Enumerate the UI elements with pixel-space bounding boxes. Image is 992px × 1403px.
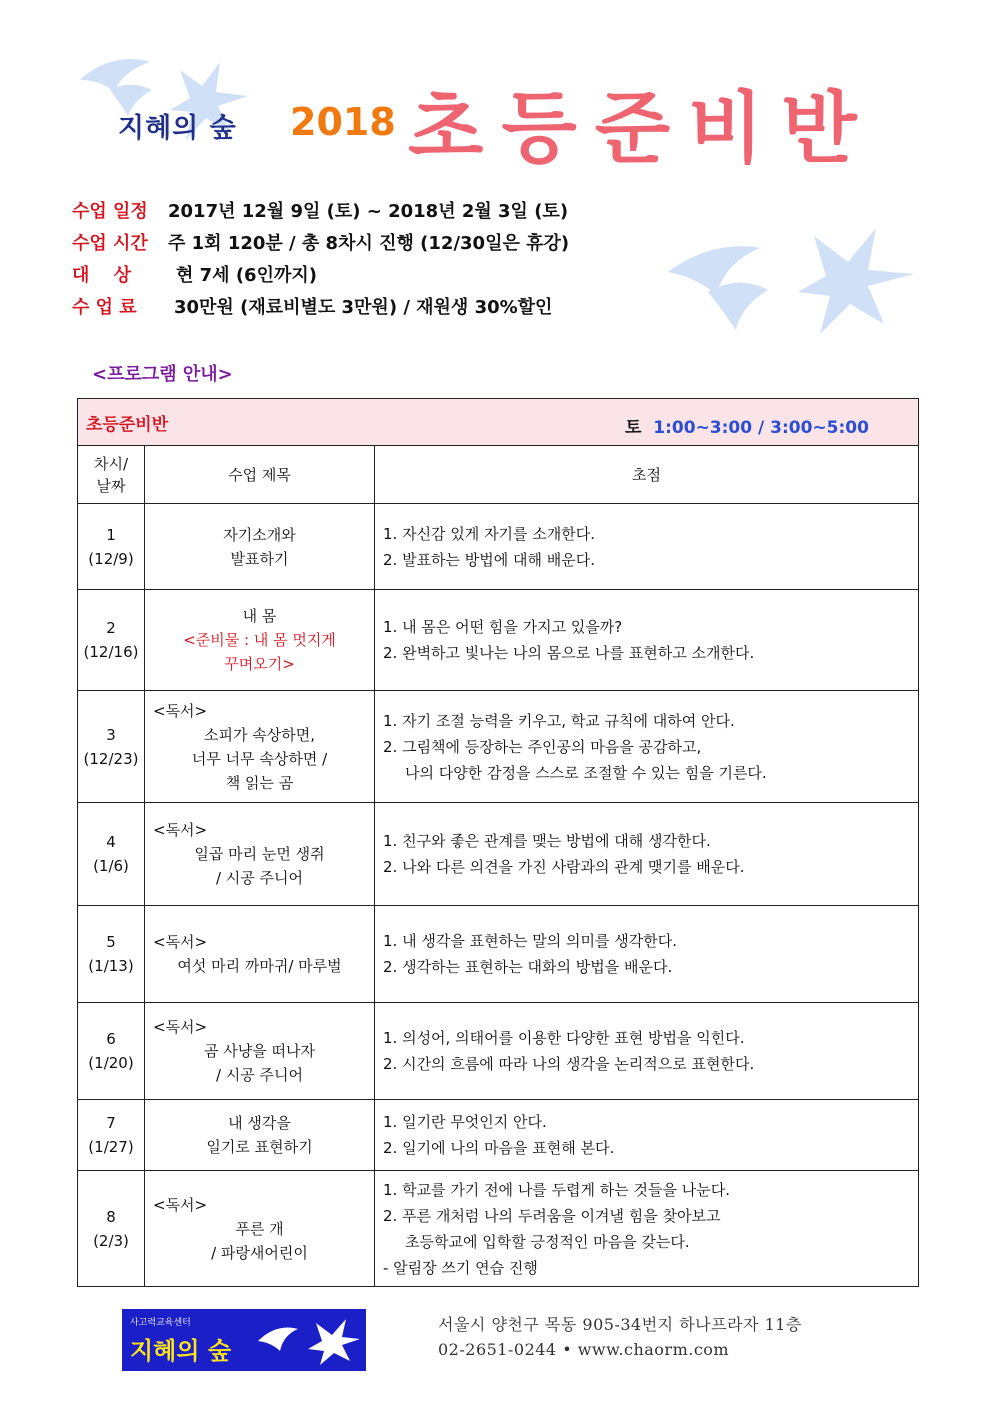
subject-cell xyxy=(145,906,375,1003)
subject-line: 여섯 마리 까마귀/ 마루벌 xyxy=(177,957,342,975)
bird-decoration-right xyxy=(664,212,944,342)
class-time-slots: 1:00~3:00 / 3:00~5:00 xyxy=(653,418,869,438)
reading-tag: <독서> xyxy=(153,1018,208,1036)
focus-cell xyxy=(375,906,919,1003)
session-number: 4 xyxy=(106,833,116,851)
info-value: 주 1회 120분 / 총 8차시 진행 (12/30일은 휴강) xyxy=(168,233,570,254)
subject-line: / 파랑새어린이 xyxy=(211,1243,308,1262)
session-number: 5 xyxy=(106,933,116,951)
header-subject: 수업 제목 xyxy=(145,446,375,504)
focus-cell xyxy=(375,1171,919,1287)
reading-tag: <독서> xyxy=(153,821,208,839)
focus-line: 2. 생각하는 표현하는 대화의 방법을 배운다. xyxy=(383,958,673,976)
focus-cell xyxy=(375,691,919,803)
class-day: 토 xyxy=(625,418,642,438)
session-date: (1/6) xyxy=(93,857,129,875)
subject-line: 책 읽는 곰 xyxy=(225,773,294,792)
info-target xyxy=(72,261,317,287)
info-value: 30만원 (재료비별도 3만원) / 재원생 30%할인 xyxy=(174,297,553,318)
session-date: (1/20) xyxy=(88,1054,134,1072)
focus-line: 초등학교에 입학할 긍정적인 마음을 갖는다. xyxy=(405,1232,690,1251)
subject-cell xyxy=(145,504,375,590)
materials-note: 꾸며오기> xyxy=(224,655,295,673)
reading-tag: <독서> xyxy=(153,701,208,720)
focus-line: 1. 내 생각을 표현하는 말의 의미를 생각한다. xyxy=(383,932,678,950)
focus-cell xyxy=(375,1003,919,1100)
focus-line: 2. 나와 다른 의견을 가진 사람과의 관계 맺기를 배운다. xyxy=(383,858,745,876)
session-cell xyxy=(78,590,145,691)
info-value: 2017년 12월 9일 (토) ~ 2018년 2월 3일 (토) xyxy=(168,201,569,222)
focus-line: 1. 일기란 무엇인지 안다. xyxy=(383,1113,547,1131)
subject-line: 발표하기 xyxy=(230,549,289,568)
subject-line: 소피가 속상하면, xyxy=(204,725,315,744)
focus-line: 나의 다양한 감정을 스스로 조절할 수 있는 힘을 기른다. xyxy=(405,763,767,782)
session-number: 2 xyxy=(106,619,116,637)
focus-line: 2. 일기에 나의 마음을 표현해 본다. xyxy=(383,1139,615,1157)
session-number: 8 xyxy=(106,1207,116,1226)
page-title: 초등준비반 xyxy=(408,84,875,174)
table-row xyxy=(78,691,919,803)
subject-line: 너무 너무 속상하면 / xyxy=(191,749,328,768)
subject-cell xyxy=(145,1171,375,1287)
subject-line: 일기로 표현하기 xyxy=(206,1138,313,1156)
session-cell xyxy=(78,504,145,590)
header-focus: 초점 xyxy=(375,446,919,504)
subject-line: 일곱 마리 눈먼 생쥐 xyxy=(194,845,325,863)
focus-line: 2. 발표하는 방법에 대해 배운다. xyxy=(383,550,596,569)
focus-line: 1. 친구와 좋은 관계를 맺는 방법에 대해 생각한다. xyxy=(383,832,711,850)
info-value: 현 7세 (6인까지) xyxy=(176,265,317,286)
session-number: 7 xyxy=(106,1114,116,1132)
subject-cell xyxy=(145,1100,375,1171)
session-date: (1/27) xyxy=(88,1138,134,1156)
reading-tag: <독서> xyxy=(153,933,208,951)
materials-note: <준비물 : 내 몸 멋지게 xyxy=(183,631,336,649)
brand-name: 지혜의 숲 xyxy=(118,113,237,144)
logo-bird-icon xyxy=(254,1315,362,1367)
subject-cell xyxy=(145,691,375,803)
session-cell xyxy=(78,691,145,803)
session-number: 1 xyxy=(106,525,116,544)
subject-line: 곰 사냥을 떠나자 xyxy=(204,1042,315,1060)
info-schedule xyxy=(72,197,568,223)
focus-cell xyxy=(375,1100,919,1171)
reading-tag: <독서> xyxy=(153,1195,208,1214)
session-number: 6 xyxy=(106,1030,116,1048)
subject-line: 내 생각을 xyxy=(228,1114,291,1132)
session-cell xyxy=(78,1171,145,1287)
subject-cell xyxy=(145,1003,375,1100)
session-date: (12/9) xyxy=(88,549,134,568)
session-number: 3 xyxy=(106,725,116,744)
table-row xyxy=(78,1171,919,1287)
focus-line: 1. 자기 조절 능력을 키우고, 학교 규칙에 대하여 안다. xyxy=(383,711,735,730)
header-session-line1: 차시/ xyxy=(93,454,129,473)
info-label: 수 업 료 xyxy=(72,297,137,318)
schedule-table xyxy=(77,398,919,1287)
subject-cell xyxy=(145,590,375,691)
session-date: (2/3) xyxy=(93,1231,129,1250)
header-year: 2018 xyxy=(290,100,396,144)
footer-address: 서울시 양천구 목동 905-34번지 하나프라자 11층 xyxy=(438,1315,802,1334)
footer-logo xyxy=(122,1309,366,1371)
header-session xyxy=(78,446,145,504)
logo-name: 지혜의 숲 xyxy=(130,1337,232,1365)
focus-cell xyxy=(375,504,919,590)
info-label: 수업 일정 xyxy=(72,201,148,222)
table-title-cell xyxy=(78,399,919,446)
session-date: (1/13) xyxy=(88,957,134,975)
info-label: 대 상 xyxy=(72,265,132,286)
subject-line: 자기소개와 xyxy=(223,525,296,544)
subject-line: 푸른 개 xyxy=(235,1219,284,1238)
focus-cell xyxy=(375,590,919,691)
table-title: 초등준비반 xyxy=(86,414,169,435)
logo-subtitle: 사고력교육센터 xyxy=(130,1318,191,1328)
info-label: 수업 시간 xyxy=(72,233,148,254)
info-fee xyxy=(72,293,552,319)
footer-contact: 02-2651-0244 • www.chaorm.com xyxy=(438,1340,730,1359)
session-date: (12/23) xyxy=(83,749,139,768)
session-cell xyxy=(78,1003,145,1100)
focus-line: 2. 시간의 흐름에 따라 나의 생각을 논리적으로 표현한다. xyxy=(383,1055,755,1073)
table-title-row xyxy=(78,399,919,446)
subject-cell xyxy=(145,803,375,906)
header-session-line2: 날짜 xyxy=(96,476,126,495)
session-date: (12/16) xyxy=(83,643,139,661)
table-header-row xyxy=(78,446,919,504)
table-row xyxy=(78,803,919,906)
subject-line: / 시공 주니어 xyxy=(215,869,304,887)
session-cell xyxy=(78,803,145,906)
subject-line: / 시공 주니어 xyxy=(215,1066,304,1084)
table-row xyxy=(78,1100,919,1171)
focus-line: 1. 내 몸은 어떤 힘을 가지고 있을까? xyxy=(383,618,623,636)
table-row xyxy=(78,1003,919,1100)
focus-line: 2. 푸른 개처럼 나의 두려움을 이겨낼 힘을 찾아보고 xyxy=(383,1206,721,1225)
program-heading: <프로그램 안내> xyxy=(92,364,233,385)
focus-line: - 알림장 쓰기 연습 진행 xyxy=(383,1258,538,1277)
info-time xyxy=(72,229,569,255)
session-cell xyxy=(78,906,145,1003)
focus-cell xyxy=(375,803,919,906)
table-row xyxy=(78,504,919,590)
table-row xyxy=(78,906,919,1003)
focus-line: 2. 완벽하고 빛나는 나의 몸으로 나를 표현하고 소개한다. xyxy=(383,644,755,662)
focus-line: 1. 학교를 가기 전에 나를 두렵게 하는 것들을 나눈다. xyxy=(383,1180,731,1199)
focus-line: 1. 자신감 있게 자기를 소개한다. xyxy=(383,524,596,543)
focus-line: 1. 의성어, 의태어를 이용한 다양한 표현 방법을 익힌다. xyxy=(383,1029,745,1047)
class-times xyxy=(625,413,869,438)
subject-line: 내 몸 xyxy=(242,607,277,625)
table-row xyxy=(78,590,919,691)
session-cell xyxy=(78,1100,145,1171)
focus-line: 2. 그림책에 등장하는 주인공의 마음을 공감하고, xyxy=(383,737,702,756)
